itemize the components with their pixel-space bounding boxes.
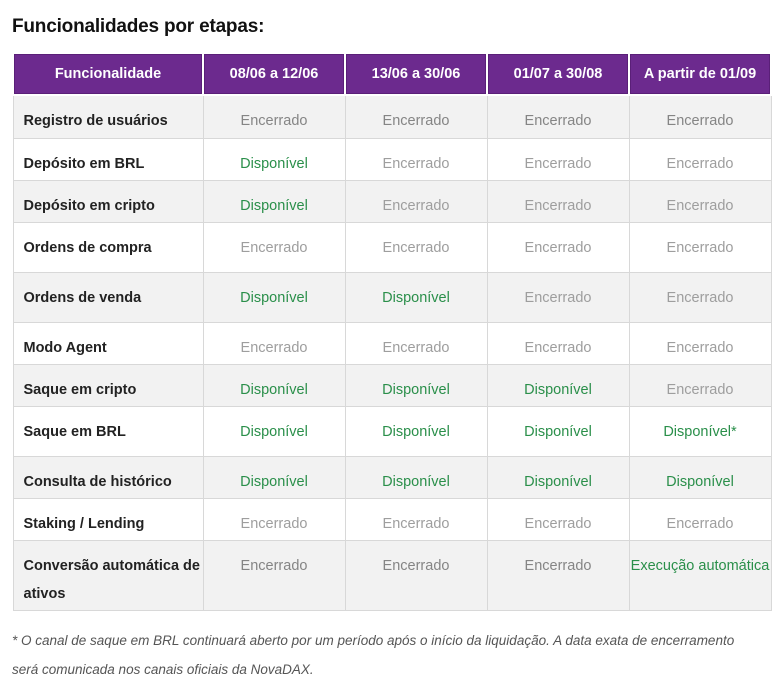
status-cell: Disponível	[345, 406, 487, 456]
status-cell: Encerrado	[487, 222, 629, 272]
status-cell: Encerrado	[345, 138, 487, 180]
header-cell-period-1: 08/06 a 12/06	[203, 53, 345, 95]
status-cell: Execução automática	[629, 540, 771, 610]
status-cell: Encerrado	[487, 138, 629, 180]
status-cell: Encerrado	[487, 540, 629, 610]
table-row	[13, 272, 771, 322]
status-cell: Encerrado	[629, 95, 771, 138]
feature-name-cell: Ordens de compra	[13, 222, 203, 272]
status-cell: Encerrado	[345, 498, 487, 540]
feature-name-cell: Consulta de histórico	[13, 456, 203, 498]
status-cell: Encerrado	[487, 180, 629, 222]
table-row	[13, 138, 771, 180]
table-row	[13, 406, 771, 456]
status-cell: Encerrado	[345, 322, 487, 364]
status-cell: Encerrado	[487, 322, 629, 364]
header-row	[13, 53, 771, 95]
feature-name-cell: Ordens de venda	[13, 272, 203, 322]
table-row	[13, 498, 771, 540]
status-cell: Encerrado	[203, 222, 345, 272]
status-cell: Disponível	[629, 456, 771, 498]
feature-name-cell: Staking / Lending	[13, 498, 203, 540]
page-title: Funcionalidades por etapas:	[12, 16, 265, 37]
status-cell: Disponível	[203, 272, 345, 322]
header-cell-period-3: 01/07 a 30/08	[487, 53, 629, 95]
status-cell: Encerrado	[629, 364, 771, 406]
status-cell: Encerrado	[629, 138, 771, 180]
status-cell: Disponível	[203, 138, 345, 180]
status-cell: Encerrado	[487, 95, 629, 138]
table-row	[13, 222, 771, 272]
table-header	[13, 53, 771, 95]
status-cell: Encerrado	[345, 540, 487, 610]
status-cell: Disponível	[203, 456, 345, 498]
status-cell: Encerrado	[629, 272, 771, 322]
status-cell: Encerrado	[345, 222, 487, 272]
table-row	[13, 364, 771, 406]
feature-name-cell: Saque em cripto	[13, 364, 203, 406]
feature-name-cell: Depósito em BRL	[13, 138, 203, 180]
table-row	[13, 540, 771, 610]
features-table	[12, 52, 772, 611]
feature-name-cell: Saque em BRL	[13, 406, 203, 456]
status-cell: Disponível	[203, 406, 345, 456]
status-cell: Encerrado	[629, 498, 771, 540]
header-cell-feature: Funcionalidade	[13, 53, 203, 95]
status-cell: Disponível	[345, 456, 487, 498]
header-cell-period-2: 13/06 a 30/06	[345, 53, 487, 95]
status-cell: Disponível*	[629, 406, 771, 456]
footnote: * O canal de saque em BRL continuará aberto por um período após o início da liquidação. A data exata de encerramento será comunicada nos canais oficiais da NovaDAX.	[12, 633, 735, 677]
table-row	[13, 180, 771, 222]
feature-name-cell: Modo Agent	[13, 322, 203, 364]
status-cell: Disponível	[487, 364, 629, 406]
status-cell: Encerrado	[487, 498, 629, 540]
status-cell: Disponível	[345, 364, 487, 406]
status-cell: Disponível	[487, 456, 629, 498]
feature-name-cell: Registro de usuários	[13, 95, 203, 138]
status-cell: Disponível	[345, 272, 487, 322]
status-cell: Encerrado	[345, 180, 487, 222]
status-cell: Encerrado	[203, 540, 345, 610]
status-cell: Disponível	[203, 364, 345, 406]
status-cell: Disponível	[203, 180, 345, 222]
status-cell: Encerrado	[203, 498, 345, 540]
status-cell: Encerrado	[203, 95, 345, 138]
status-cell: Encerrado	[629, 322, 771, 364]
table-row	[13, 322, 771, 364]
table-body	[13, 95, 771, 610]
status-cell: Encerrado	[203, 322, 345, 364]
header-cell-period-4: A partir de 01/09	[629, 53, 771, 95]
table-row	[13, 456, 771, 498]
feature-name-cell: Depósito em cripto	[13, 180, 203, 222]
status-cell: Encerrado	[345, 95, 487, 138]
status-cell: Encerrado	[629, 180, 771, 222]
status-cell: Encerrado	[629, 222, 771, 272]
table-row	[13, 95, 771, 138]
status-cell: Encerrado	[487, 272, 629, 322]
status-cell: Disponível	[487, 406, 629, 456]
feature-name-cell: Conversão automática de ativos	[13, 540, 203, 610]
